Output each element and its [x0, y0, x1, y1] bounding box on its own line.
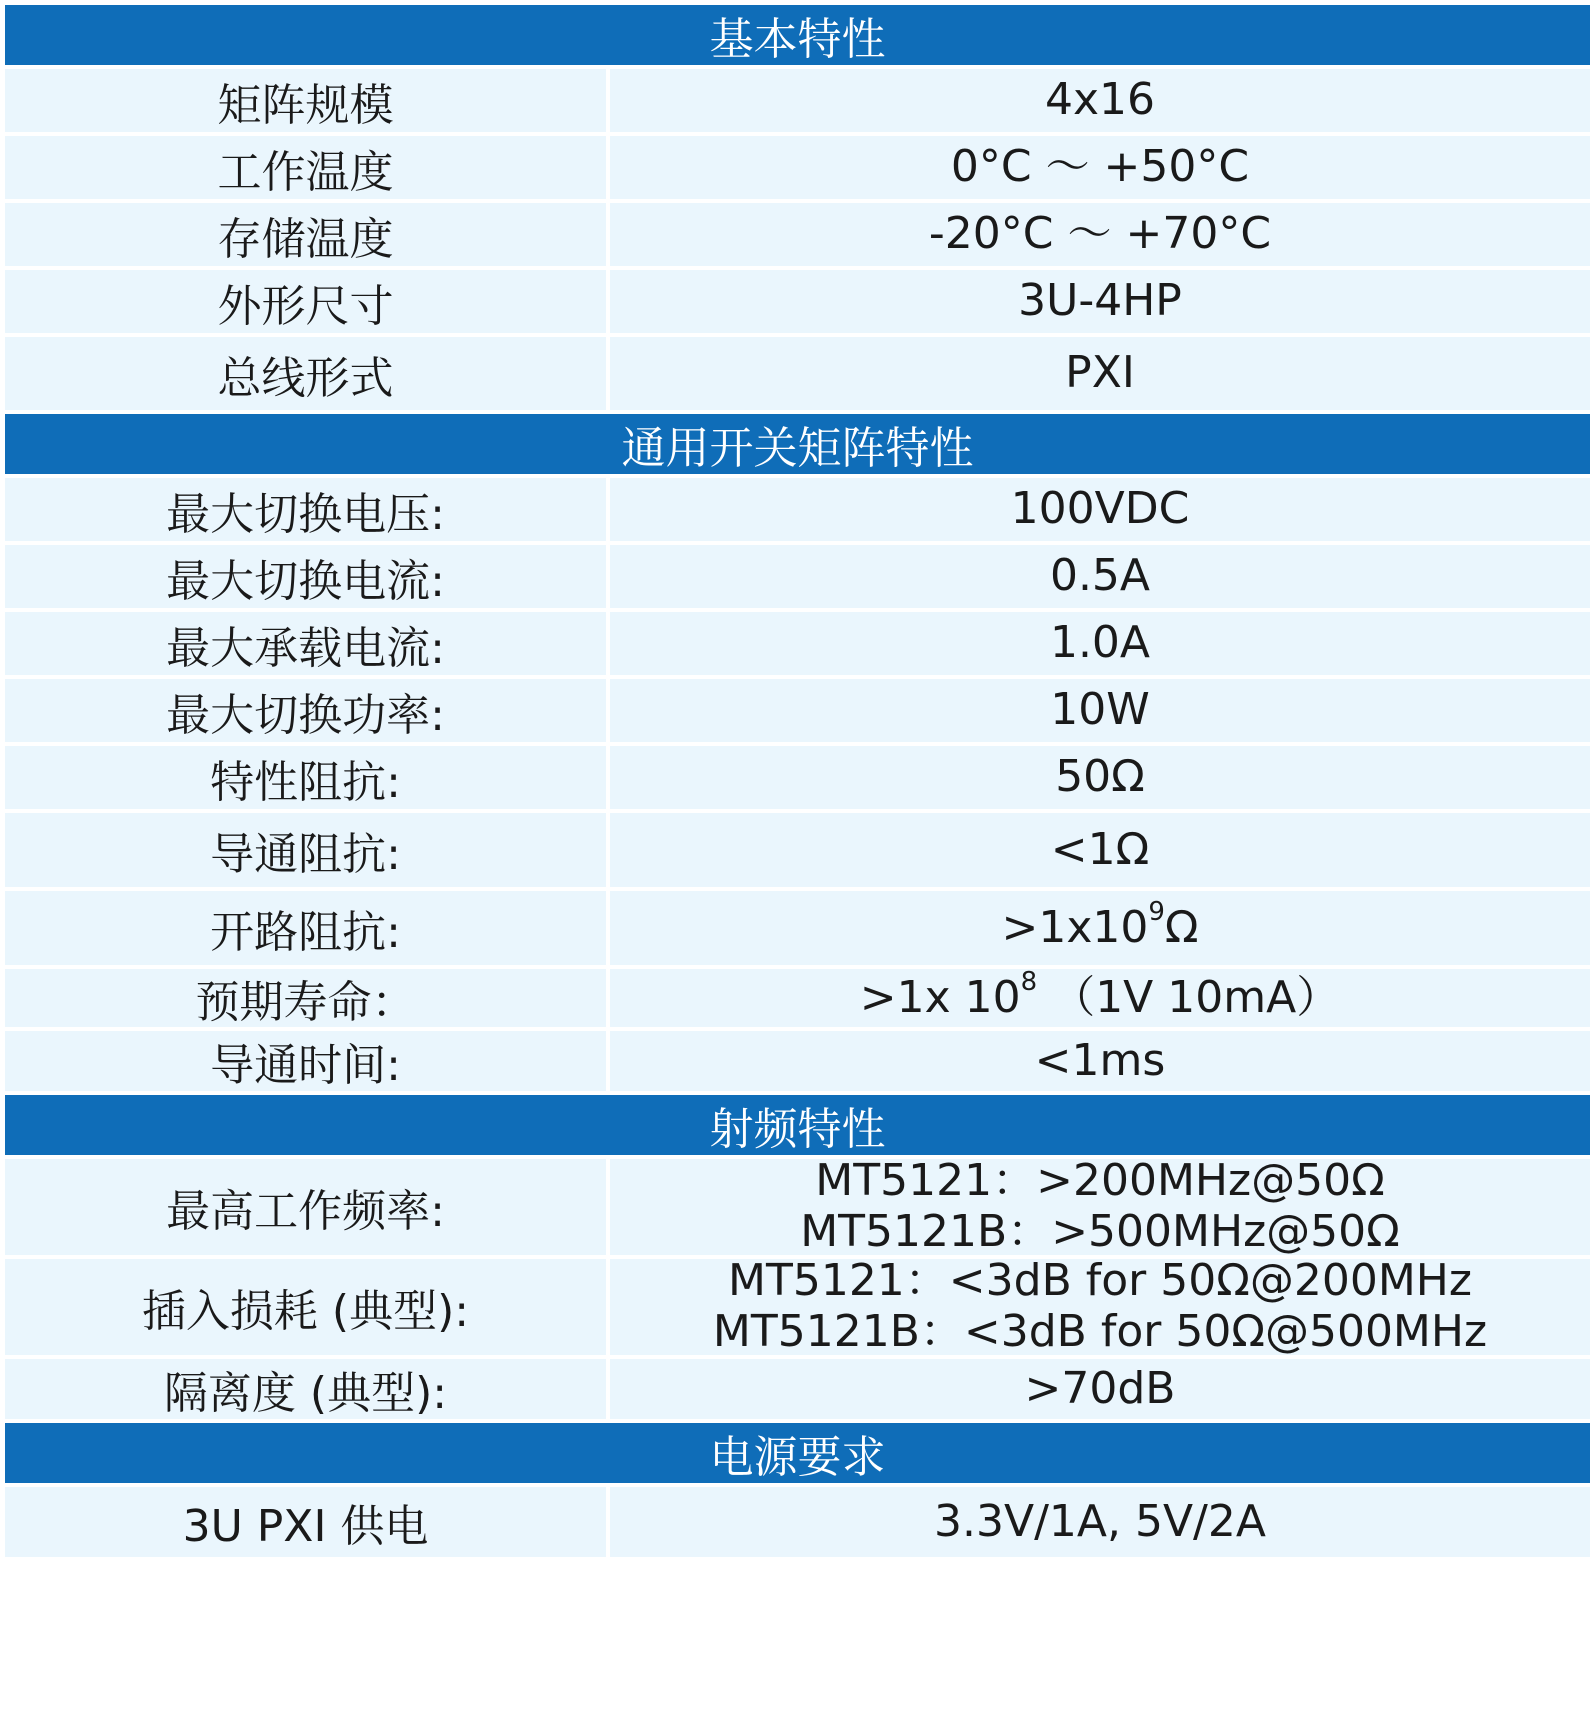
value-main: >1x $10^8$ （1V 10mA）	[859, 967, 1341, 1023]
table-row	[5, 136, 1590, 203]
row-value: -20°C ～ +70°C	[610, 203, 1590, 266]
section-header-switch-matrix: 通用开关矩阵特性	[5, 414, 1590, 478]
row-value	[610, 1255, 1590, 1357]
row-value: <1Ω	[610, 813, 1590, 887]
row-label: 外形尺寸	[5, 270, 610, 333]
row-value: 0°C ～ +50°C	[610, 136, 1590, 199]
row-value: 100VDC	[610, 478, 1590, 541]
section-header-rf: 射频特性	[5, 1095, 1590, 1159]
row-value: <1ms	[610, 1031, 1590, 1091]
table-row	[5, 679, 1590, 746]
row-label: 隔离度 (典型):	[5, 1359, 610, 1419]
row-value	[610, 891, 1590, 965]
row-value	[610, 1155, 1590, 1257]
row-label: 3U PXI 供电	[5, 1487, 610, 1557]
row-label: 导通时间:	[5, 1031, 610, 1091]
table-row	[5, 1155, 1590, 1259]
row-label: 最大承载电流:	[5, 612, 610, 675]
value-line: MT5121：>200MHz@50Ω	[815, 1155, 1385, 1207]
row-label: 插入损耗 (典型):	[5, 1259, 610, 1355]
table-row	[5, 813, 1590, 891]
row-label: 预期寿命：	[5, 969, 610, 1027]
row-label: 开路阻抗:	[5, 891, 610, 965]
value-main: $>1x10^9\Omega$	[1001, 897, 1199, 953]
row-value: 3.3V/1A, 5V/2A	[610, 1487, 1590, 1557]
table-row	[5, 612, 1590, 679]
spec-table	[5, 5, 1590, 1557]
row-label: 最高工作频率:	[5, 1159, 610, 1255]
row-value: 4x16	[610, 69, 1590, 132]
row-value: >70dB	[610, 1359, 1590, 1419]
value-line: MT5121：<3dB for 50Ω@200MHz	[727, 1255, 1472, 1307]
value-line: MT5121B：>500MHz@50Ω	[800, 1206, 1400, 1257]
table-row	[5, 270, 1590, 337]
table-row	[5, 203, 1590, 270]
row-label: 特性阻抗:	[5, 746, 610, 809]
row-label: 最大切换电流:	[5, 545, 610, 608]
table-row	[5, 1487, 1590, 1557]
row-label: 总线形式	[5, 337, 610, 410]
table-row	[5, 969, 1590, 1031]
row-value: 50Ω	[610, 746, 1590, 809]
row-value: 10W	[610, 679, 1590, 742]
table-row	[5, 1031, 1590, 1095]
value-line: MT5121B：<3dB for 50Ω@500MHz	[712, 1306, 1488, 1357]
table-row	[5, 69, 1590, 136]
row-label: 最大切换功率:	[5, 679, 610, 742]
section-header-power: 电源要求	[5, 1423, 1590, 1487]
row-label: 矩阵规模	[5, 69, 610, 132]
table-row	[5, 545, 1590, 612]
table-row	[5, 478, 1590, 545]
row-value: 0.5A	[610, 545, 1590, 608]
row-label: 导通阻抗:	[5, 813, 610, 887]
row-label: 存储温度	[5, 203, 610, 266]
row-value	[610, 969, 1590, 1027]
row-value: 1.0A	[610, 612, 1590, 675]
section-header-basic: 基本特性	[5, 5, 1590, 69]
row-value: PXI	[610, 337, 1590, 410]
table-row	[5, 891, 1590, 969]
table-row	[5, 746, 1590, 813]
table-row	[5, 1359, 1590, 1423]
table-row	[5, 1255, 1590, 1359]
table-row	[5, 337, 1590, 414]
row-value: 3U-4HP	[610, 270, 1590, 333]
row-label: 工作温度	[5, 136, 610, 199]
row-label: 最大切换电压:	[5, 478, 610, 541]
